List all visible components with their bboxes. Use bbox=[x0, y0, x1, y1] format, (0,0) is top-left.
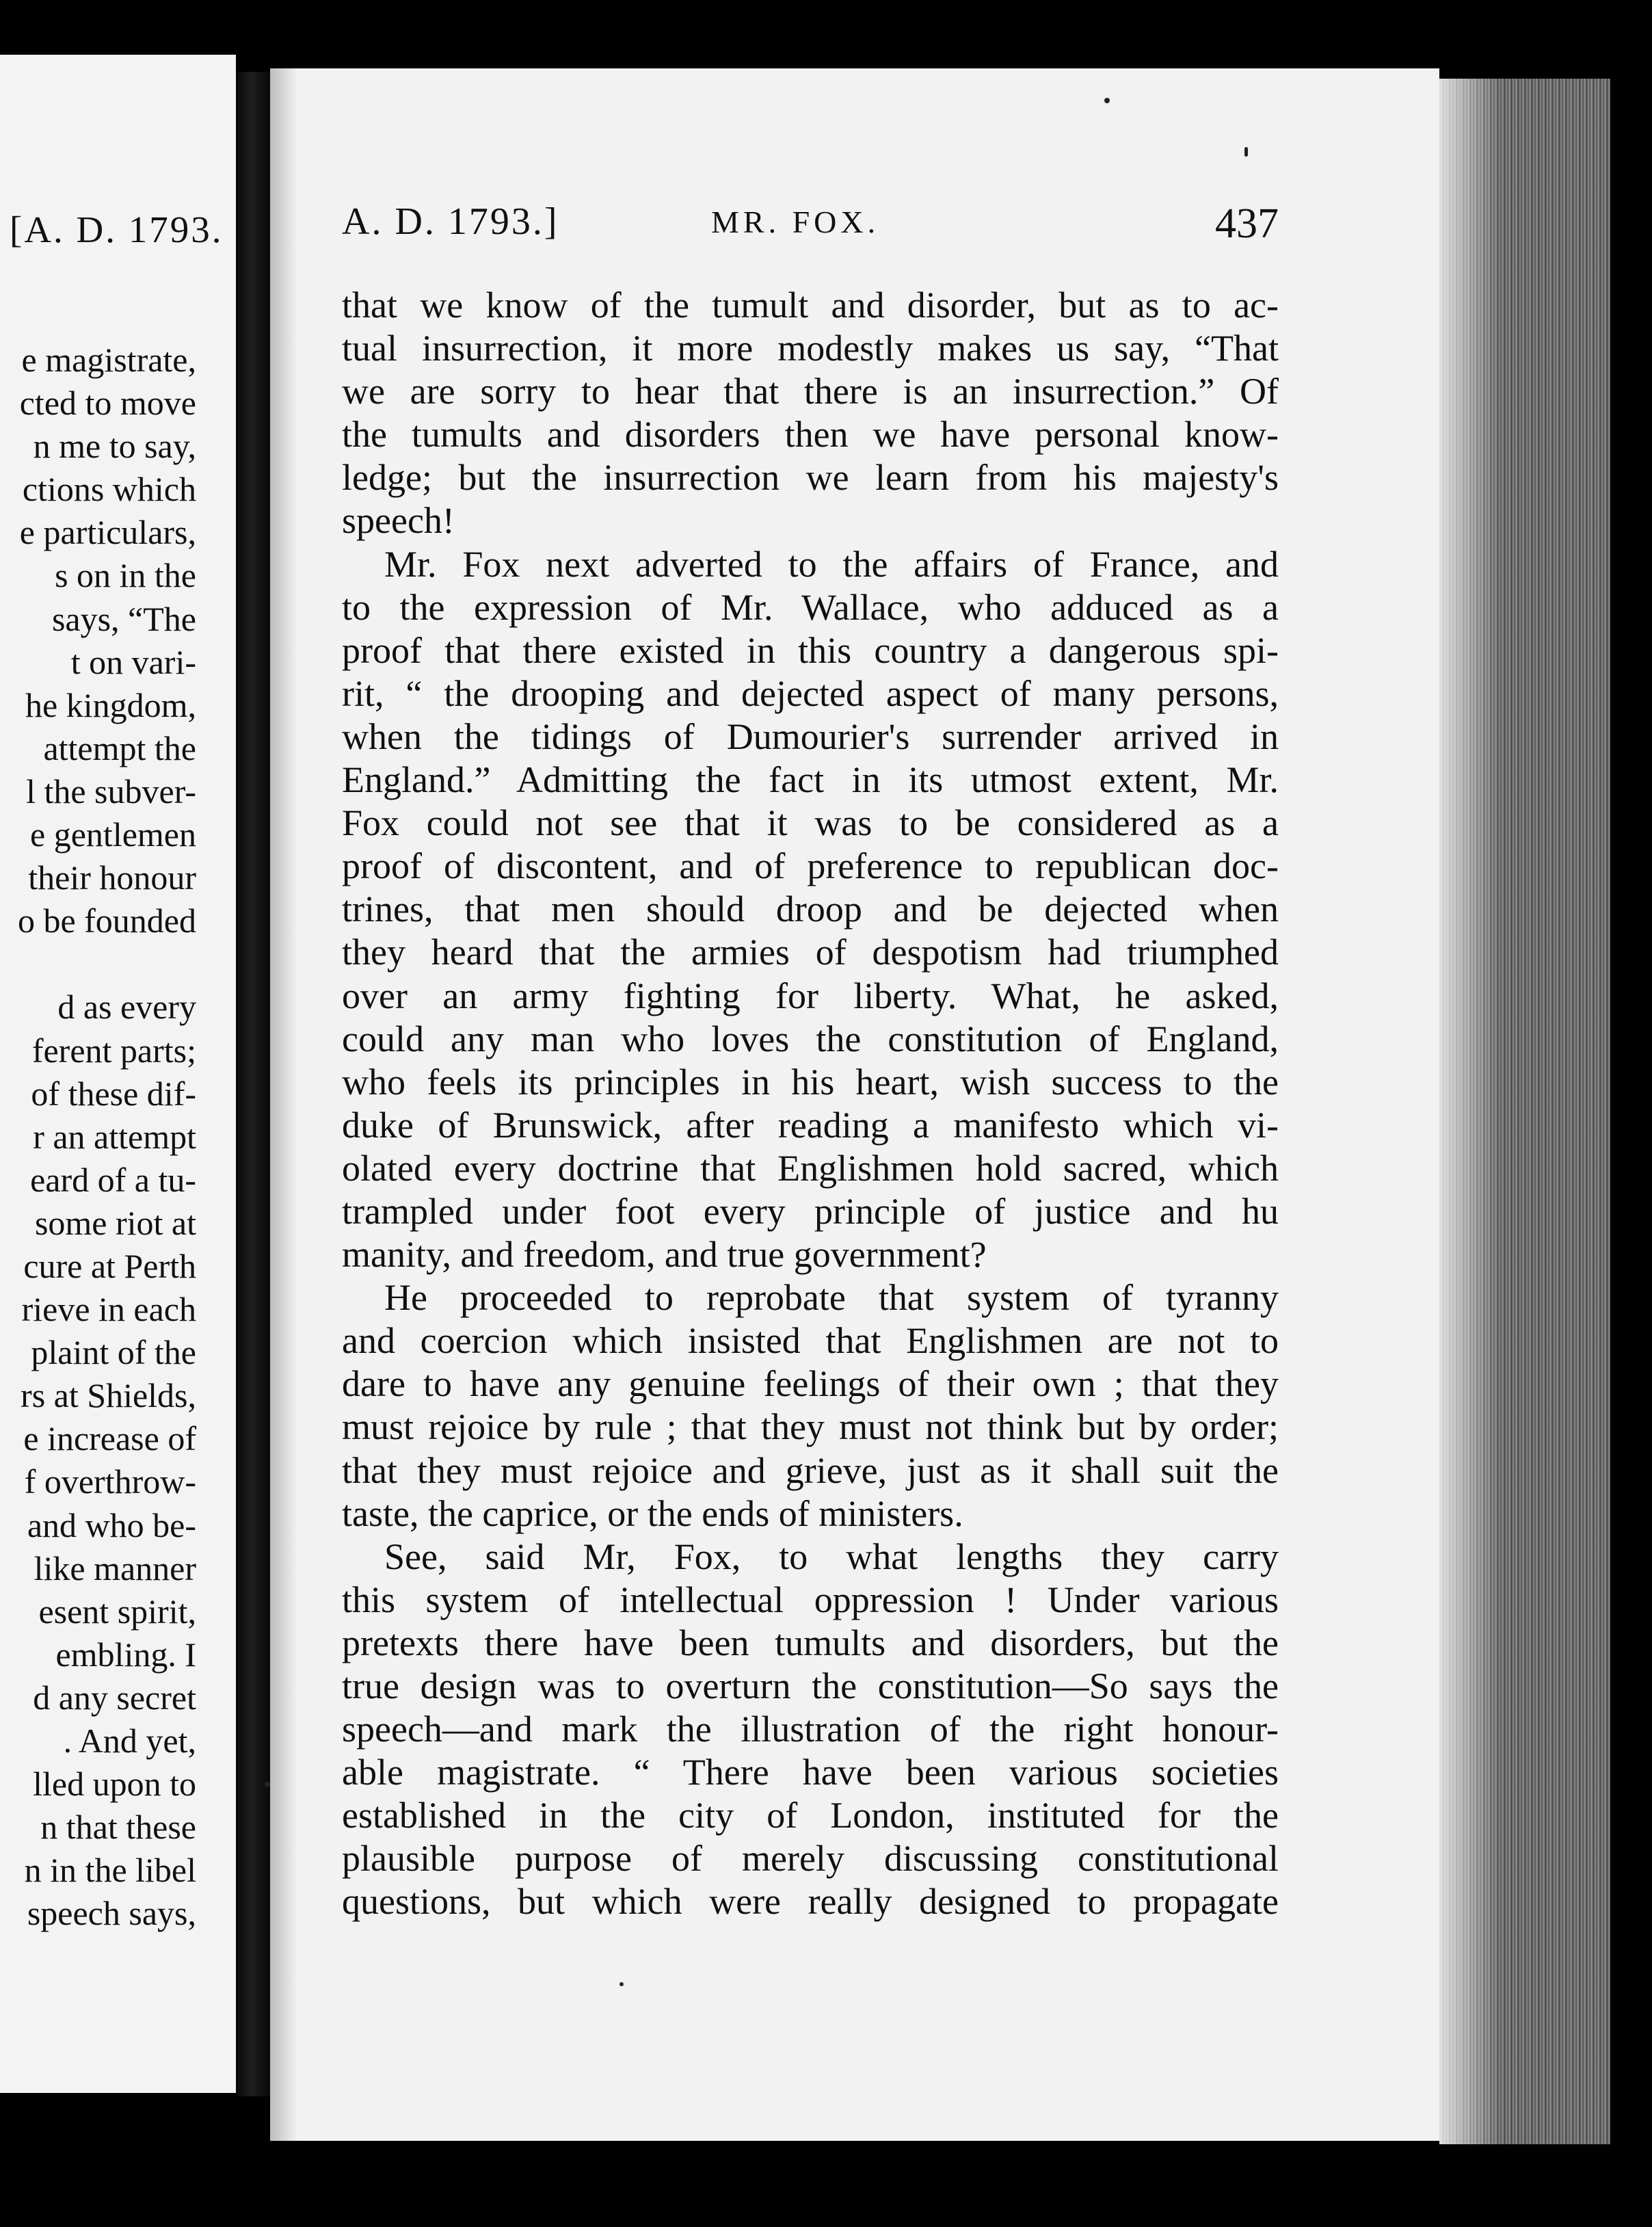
left-page-line: some riot at bbox=[34, 1203, 196, 1242]
text-line: Fox could not see that it was to be considered as a bbox=[342, 802, 1279, 844]
text-line: to the expression of Mr. Wallace, who adduced as a bbox=[342, 586, 1279, 628]
left-page-line: f overthrow- bbox=[24, 1462, 196, 1501]
page-curve-shadow bbox=[270, 68, 297, 2141]
left-page-line: e gentlemen bbox=[30, 815, 196, 854]
left-page-line: cted to move bbox=[19, 384, 196, 423]
text-line: they heard that the armies of despotism had triumphed bbox=[342, 932, 1279, 973]
left-page-line: e increase of bbox=[23, 1419, 196, 1458]
text-line: dare to have any genuine feelings of their own ; that they bbox=[342, 1363, 1279, 1405]
text-line: speech—and mark the illustration of the right honour- bbox=[342, 1709, 1279, 1750]
left-page-line: n me to say, bbox=[33, 427, 196, 466]
text-line: duke of Brunswick, after reading a manifesto which vi- bbox=[342, 1104, 1279, 1146]
text-line: trines, that men should droop and be dejected when bbox=[342, 888, 1279, 930]
text-line: proof of discontent, and of preference to republican doc- bbox=[342, 845, 1279, 887]
text-line: taste, the caprice, or the ends of ministers. bbox=[342, 1492, 963, 1534]
left-page-line: lled upon to bbox=[33, 1765, 196, 1804]
text-line: trampled under foot every principle of justice and hu bbox=[342, 1190, 1279, 1232]
print-speck bbox=[1244, 147, 1248, 157]
left-page-line: t on vari- bbox=[70, 642, 196, 681]
text-line: Mr. Fox next adverted to the affairs of France, and bbox=[384, 543, 1279, 585]
left-page-line: attempt the bbox=[43, 728, 196, 767]
text-line: who feels its principles in his heart, wish success to the bbox=[342, 1061, 1279, 1103]
left-page-line: he kingdom, bbox=[25, 685, 196, 724]
left-page-line: embling. I bbox=[55, 1635, 196, 1674]
text-line: when the tidings of Dumourier's surrender arrived in bbox=[342, 715, 1279, 757]
left-page-line: s on in the bbox=[55, 556, 196, 595]
left-page-line: o be founded bbox=[17, 901, 196, 940]
left-page-line: plaint of the bbox=[31, 1333, 196, 1372]
text-line: manity, and freedom, and true government? bbox=[342, 1234, 987, 1276]
text-line: proof that there existed in this country a dangerous spi- bbox=[342, 629, 1279, 671]
text-line: ledge; but the insurrection we learn from his majesty's bbox=[342, 457, 1279, 499]
page-number: 437 bbox=[1215, 200, 1279, 247]
page-edge-fade bbox=[1439, 79, 1501, 2144]
text-line: See, said Mr, Fox, to what lengths they carry bbox=[384, 1536, 1279, 1577]
left-page-line: their honour bbox=[28, 858, 196, 897]
text-line: pretexts there have been tumults and disorders, but the bbox=[342, 1622, 1279, 1663]
left-page-line: n that these bbox=[40, 1808, 196, 1847]
left-page-line: n in the libel bbox=[24, 1851, 196, 1890]
text-line: could any man who loves the constitution of England, bbox=[342, 1018, 1279, 1059]
text-line: rit, “ the drooping and dejected aspect of many persons, bbox=[342, 672, 1279, 714]
left-page-line: like manner bbox=[34, 1549, 196, 1587]
body-text bbox=[342, 284, 1279, 1924]
text-line: true design was to overturn the constitution—So says the bbox=[342, 1665, 1279, 1707]
left-page-line: l the subver- bbox=[26, 772, 196, 811]
left-page-line bbox=[0, 943, 196, 986]
text-line: over an army fighting for liberty. What, he asked, bbox=[342, 975, 1279, 1016]
print-speck bbox=[1104, 98, 1110, 103]
text-line: and coercion which insisted that Englishmen are not to bbox=[342, 1320, 1279, 1362]
left-page-line: cure at Perth bbox=[23, 1246, 196, 1285]
left-page bbox=[0, 55, 236, 2093]
left-page-line: eard of a tu- bbox=[30, 1160, 196, 1199]
text-line: that we know of the tumult and disorder, but as to ac- bbox=[342, 285, 1279, 326]
left-page-line: e particulars, bbox=[19, 513, 196, 552]
text-line: speech! bbox=[342, 500, 455, 542]
left-page-line: ferent parts; bbox=[31, 1031, 196, 1070]
running-head-title: MR. FOX. bbox=[711, 205, 880, 239]
left-page-line: d any secret bbox=[33, 1678, 196, 1717]
left-page-line: . And yet, bbox=[63, 1722, 196, 1760]
left-page-line: e magistrate, bbox=[21, 341, 196, 379]
left-page-text bbox=[0, 339, 196, 1935]
left-page-line: esent spirit, bbox=[38, 1592, 196, 1631]
text-line: tual insurrection, it more modestly makes us say, “That bbox=[342, 328, 1279, 369]
running-head-date: A. D. 1793.] bbox=[342, 200, 559, 243]
left-page-line: ctions which bbox=[22, 470, 196, 509]
text-line: plausible purpose of merely discussing constitutional bbox=[342, 1838, 1279, 1880]
book-gutter bbox=[236, 72, 270, 2096]
left-page-line: speech says, bbox=[27, 1894, 196, 1933]
text-line: olated every doctrine that Englishmen hold sacred, which bbox=[342, 1147, 1279, 1189]
left-page-line: r an attempt bbox=[33, 1117, 196, 1156]
text-line: this system of intellectual oppression ! Under various bbox=[342, 1579, 1279, 1620]
text-line: the tumults and disorders then we have personal know- bbox=[342, 414, 1279, 456]
left-page-line: says, “The bbox=[51, 599, 196, 638]
left-page-line: rs at Shields, bbox=[21, 1376, 196, 1415]
left-page-line: of these dif- bbox=[31, 1074, 196, 1113]
running-head bbox=[342, 200, 1279, 248]
text-line: able magistrate. “ There have been various societies bbox=[342, 1752, 1279, 1793]
text-line: questions, but which were really designed to propagate bbox=[342, 1881, 1279, 1923]
left-page-line: d as every bbox=[57, 988, 196, 1027]
left-page-header: [A. D. 1793. bbox=[10, 209, 224, 250]
text-line: He proceeded to reprobate that system of tyranny bbox=[384, 1277, 1279, 1319]
text-line: must rejoice by rule ; that they must not think but by order; bbox=[342, 1406, 1279, 1448]
text-line: established in the city of London, instituted for the bbox=[342, 1795, 1279, 1836]
text-line: England.” Admitting the fact in its utmost extent, Mr. bbox=[342, 759, 1279, 801]
print-speck bbox=[265, 1782, 270, 1787]
left-page-line: and who be- bbox=[27, 1505, 196, 1544]
text-line: that they must rejoice and grieve, just as it shall suit the bbox=[342, 1449, 1279, 1491]
text-line: we are sorry to hear that there is an insurrection.” Of bbox=[342, 371, 1279, 412]
left-page-line: rieve in each bbox=[21, 1290, 196, 1329]
print-speck bbox=[620, 1982, 624, 1986]
